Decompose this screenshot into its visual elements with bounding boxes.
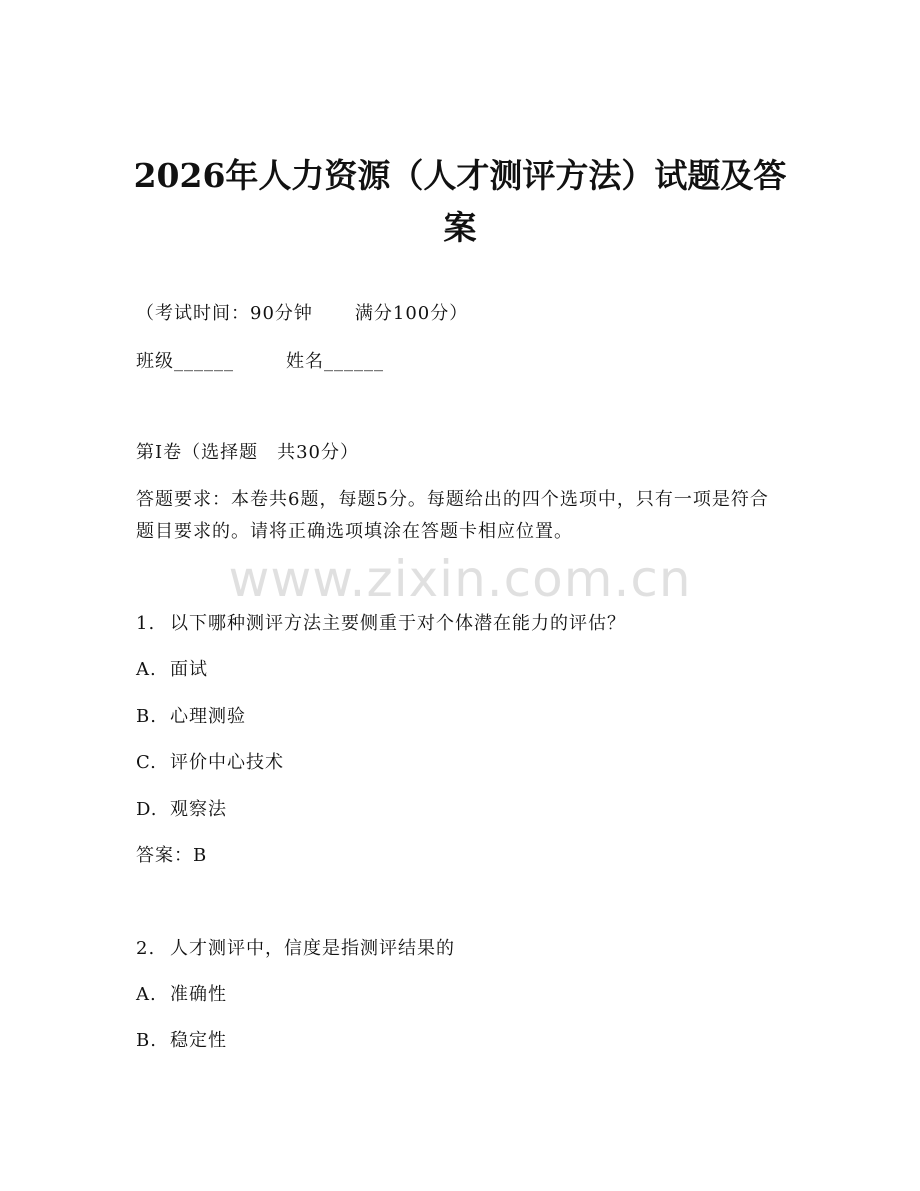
option-label: B.: [136, 706, 157, 727]
option-text: 评价中心技术: [170, 752, 284, 773]
class-field: 班级______: [136, 351, 234, 372]
full-score: 满分100分）: [354, 303, 469, 324]
question-1: [136, 610, 626, 638]
section-heading: 第Ⅰ卷（选择题 共30分）: [136, 442, 360, 463]
option-label: A.: [136, 659, 157, 680]
option-label: D.: [136, 799, 158, 820]
answer-1: 答案：B: [136, 845, 208, 866]
name-field: 姓名______: [286, 351, 384, 372]
option-text: 面试: [170, 659, 208, 680]
option-text: 稳定性: [170, 1030, 227, 1051]
option-label: A.: [136, 984, 157, 1005]
option-a[interactable]: [136, 981, 227, 1009]
student-info-line: [136, 348, 384, 376]
option-label: C.: [136, 752, 157, 773]
question-number: 1.: [136, 613, 156, 634]
question-number: 2.: [136, 938, 156, 959]
question-text: 人才测评中，信度是指测评结果的: [170, 938, 455, 959]
option-d[interactable]: [136, 796, 227, 824]
question-2: [136, 935, 455, 963]
exam-info-line: [136, 300, 468, 328]
document-title: 2026年人力资源（人才测评方法）试题及答案: [133, 156, 787, 247]
option-b[interactable]: [136, 1027, 227, 1055]
option-b[interactable]: [136, 703, 246, 731]
option-a[interactable]: [136, 656, 208, 684]
option-text: 观察法: [170, 799, 227, 820]
time-limit: （考试时间：90分钟: [136, 303, 313, 324]
question-text: 以下哪种测评方法主要侧重于对个体潜在能力的评估？: [170, 613, 626, 634]
watermark: www.zixin.com.cn: [228, 550, 692, 608]
option-c[interactable]: [136, 749, 284, 777]
option-label: B.: [136, 1030, 157, 1051]
option-text: 心理测验: [170, 706, 246, 727]
option-text: 准确性: [170, 984, 227, 1005]
section-instructions: 答题要求：本卷共6题，每题5分。每题给出的四个选项中，只有一项是符合题目要求的。请将正确选项填涂在答题卡相应位置。: [136, 489, 769, 542]
